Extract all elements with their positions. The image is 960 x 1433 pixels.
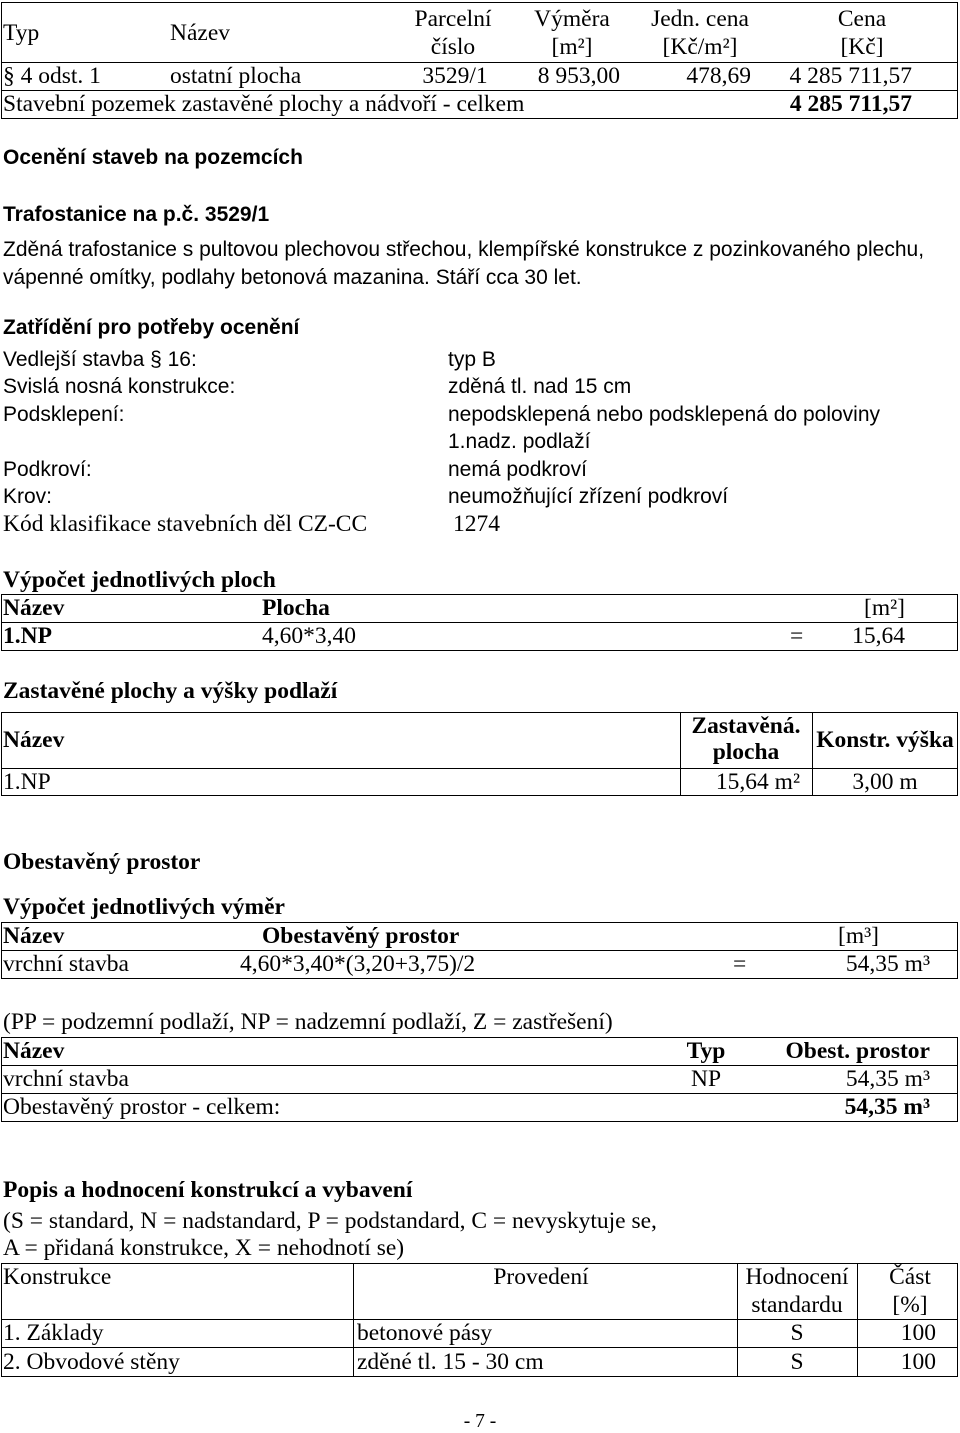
header-area: Zastavěná. [691, 713, 801, 739]
cell-equals: = [790, 623, 804, 649]
cell-execution: zděné tl. 15 - 30 cm [357, 1349, 544, 1375]
header-name: Název [3, 727, 65, 753]
header-name: Název [3, 923, 65, 949]
rating-legend-line: A = přidaná konstrukce, X = nehodnotí se) [3, 1235, 405, 1261]
header-price-unit: [Kč] [840, 34, 884, 60]
cell-height: 3,00 m [852, 769, 918, 795]
cell-unit-price: 478,69 [686, 63, 751, 89]
classification-value: typ B [448, 348, 496, 371]
classification-value: neumožňující zřízení podkroví [448, 485, 729, 508]
table-header [0, 594, 960, 622]
header-rating: standardu [751, 1292, 843, 1318]
header-unit-price-unit: [Kč/m²] [662, 34, 738, 60]
cell-rating: S [790, 1349, 804, 1375]
total-price: 4 285 711,57 [789, 91, 912, 117]
table-row [0, 1319, 960, 1347]
cell-construction: 1. Základy [3, 1320, 104, 1346]
cell-value: 15,64 [852, 623, 905, 649]
header-share: Část [889, 1264, 931, 1290]
header-rating: Hodnocení [745, 1264, 849, 1290]
header-unit: [m²] [864, 595, 905, 621]
classification-value: nemá podkroví [448, 458, 587, 481]
enclosed-space-heading: Obestavěný prostor [3, 849, 201, 875]
cell-name: 1.NP [3, 769, 51, 795]
floor-areas-table [0, 594, 960, 651]
cell-formula: 4,60*3,40 [262, 623, 356, 649]
header-area: Plocha [262, 595, 330, 621]
classification-code-label: Kód klasifikace stavebních děl CZ-CC [3, 511, 368, 537]
classification-label: Podsklepení: [3, 403, 125, 426]
table-row [0, 950, 960, 978]
header-price: Cena [837, 6, 887, 32]
table-total-row [0, 1093, 960, 1121]
table-header [0, 922, 960, 950]
constructions-heading: Popis a hodnocení konstrukcí a vybavení [3, 1177, 413, 1203]
cell-name: 1.NP [3, 623, 52, 649]
cell-price: 4 285 711,57 [789, 63, 912, 89]
cell-area: 8 953,00 [537, 63, 620, 89]
header-height: Konstr. výška [816, 727, 954, 753]
header-volume: Obest. prostor [785, 1038, 930, 1064]
cell-execution: betonové pásy [357, 1320, 493, 1346]
header-volume: Obestavěný prostor [262, 923, 460, 949]
table-row [0, 1065, 960, 1093]
floor-legend: (PP = podzemní podlaží, NP = nadzemní podlaží, Z = zastřešení) [3, 1009, 613, 1035]
header-parcel: číslo [430, 34, 476, 60]
classification-label: Svislá nosná konstrukce: [3, 375, 236, 398]
header-area: Výměra [534, 6, 610, 32]
header-name: Název [170, 20, 231, 46]
table-total-row [0, 90, 960, 118]
cell-construction: 2. Obvodové stěny [3, 1349, 180, 1375]
header-area: plocha [712, 739, 780, 765]
floor-areas-heading: Výpočet jednotlivých ploch [3, 567, 276, 593]
table-border [1, 1121, 958, 1122]
table-row [0, 62, 960, 90]
cell-parcel: 3529/1 [422, 63, 488, 89]
table-row [0, 622, 960, 650]
classification-label: Krov: [3, 485, 53, 508]
cell-rating: S [790, 1320, 804, 1346]
table-header [0, 712, 960, 768]
built-up-table [0, 712, 960, 796]
table-row [0, 768, 960, 796]
header-type: Typ [686, 1038, 726, 1064]
header-unit-price: Jedn. cena [651, 6, 749, 32]
volume-calc-heading: Výpočet jednotlivých výměr [3, 894, 285, 920]
land-table [0, 2, 960, 120]
cell-share: 100 [900, 1349, 936, 1375]
classification-label: Podkroví: [3, 458, 92, 481]
total-label: Obestavěný prostor - celkem: [3, 1094, 281, 1120]
cell-share: 100 [900, 1320, 936, 1346]
classification-label: Vedlejší stavba § 16: [3, 348, 197, 371]
cell-formula: 4,60*3,40*(3,20+3,75)/2 [240, 951, 476, 977]
building-title: Trafostanice na p.č. 3529/1 [3, 203, 270, 226]
cell-type: § 4 odst. 1 [3, 63, 101, 89]
table-border [1, 118, 958, 119]
header-name: Název [3, 595, 65, 621]
header-execution: Provedení [493, 1264, 589, 1290]
land-table-header [0, 2, 960, 62]
header-share-unit: [%] [892, 1292, 928, 1318]
page-number: - 7 - [463, 1411, 497, 1432]
table-header [0, 1263, 960, 1319]
constructions-table [0, 1263, 960, 1377]
classification-code-value: 1274 [453, 511, 500, 537]
cell-name: vrchní stavba [3, 1066, 129, 1092]
classification-value: zděná tl. nad 15 cm [448, 375, 632, 398]
cell-type: NP [690, 1066, 722, 1092]
total-label: Stavební pozemek zastavěné plochy a nádvoří - celkem [3, 91, 525, 117]
header-area-unit: [m²] [551, 34, 593, 60]
table-border [1, 1376, 958, 1377]
total-volume: 54,35 m³ [844, 1094, 930, 1120]
volume-summary-table [0, 1037, 960, 1122]
section-heading: Ocenění staveb na pozemcích [3, 146, 303, 169]
volume-calc-table [0, 922, 960, 979]
rating-legend-line: (S = standard, N = nadstandard, P = podstandard, C = nevyskytuje se, [3, 1208, 657, 1234]
classification-value: nepodsklepená nebo podsklepená do poloviny 1.nadz. podlaží [448, 403, 881, 454]
classification-heading: Zatřídění pro potřeby ocenění [3, 316, 300, 339]
header-name: Název [3, 1038, 65, 1064]
cell-name: vrchní stavba [3, 951, 129, 977]
header-type: Typ [3, 20, 40, 46]
cell-value: 54,35 m³ [845, 951, 930, 977]
header-construction: Konstrukce [3, 1264, 112, 1290]
table-row [0, 1348, 960, 1376]
cell-name: ostatní plocha [170, 63, 302, 89]
built-up-heading: Zastavěné plochy a výšky podlaží [3, 678, 338, 704]
table-border [1, 978, 958, 979]
cell-area: 15,64 m² [715, 769, 800, 795]
cell-equals: = [733, 951, 747, 977]
classification-list [0, 346, 960, 538]
header-parcel: Parcelní [414, 6, 492, 32]
cell-volume: 54,35 m³ [845, 1066, 930, 1092]
table-border [1, 650, 958, 651]
table-header [0, 1037, 960, 1065]
header-unit: [m³] [838, 923, 879, 949]
building-description: Zděná trafostanice s pultovou plechovou střechou, klempířské konstrukce z pozinkovaného plechu, vápenné omítky, podlahy betonová mazanina. Stáří cca 30 let. [3, 238, 925, 289]
